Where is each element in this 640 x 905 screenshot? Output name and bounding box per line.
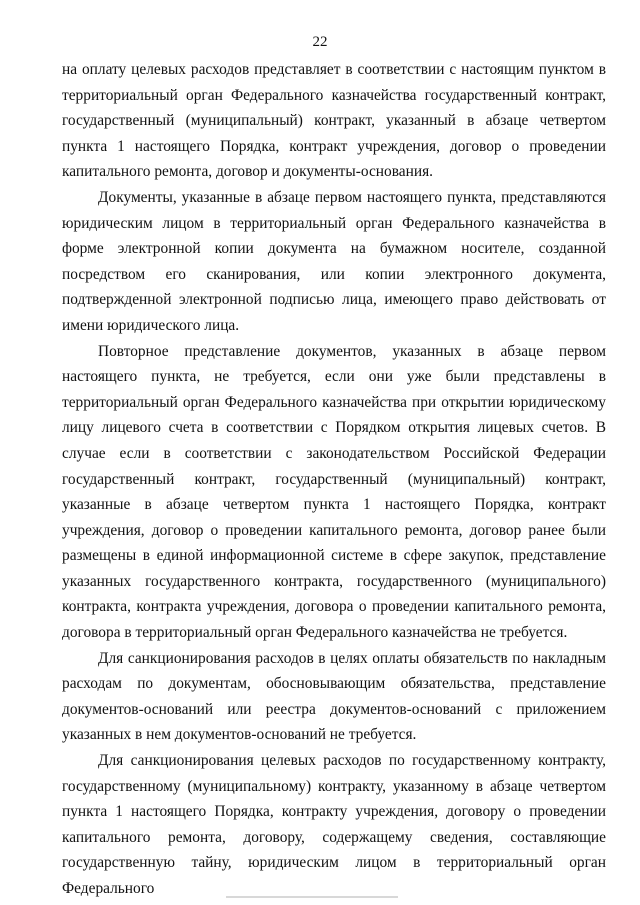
paragraph-repeat-submission: Повторное представление документов, указанных в абзаце первом настоящего пункта, не требуется, если они уже были представлены в территориальный орган Федерального казначейства при открытии юридическому лицу лицевого счета в соответствии с Порядком открытия лицевых счетов. В случае если в соответствии с законодательством Российской Федерации государственный контракт, государственный (муниципальный) контракт, указанные в абзаце четвертом пункта 1 настоящего Порядка, контракт учреждения, договор о проведении капитального ремонта, договор ранее были размещены в единой информационной системе в сфере закупок, представление указанных государственного контракта, государственного (муниципального) контракта, контракта учреждения, договора о проведении капитального ремонта, договора в территориальный орган Федерального казначейства не требуется.: [62, 342, 606, 642]
paragraph-state-secret-contracts: Для санкционирования целевых расходов по государственному контракту, государственному (муниципальному) контракту, указанному в абзаце четвертом пункта 1 настоящего Порядка, контракту учреждения, договору о проведении капитального ремонта, договору, содержащему сведения, составляющие государственную тайну, юридическим лицом в территориальный орган Федерального: [62, 752, 606, 897]
paragraph-overhead-expenses: Для санкционирования расходов в целях оплаты обязательств по накладным расходам по документам, обосновывающим обязательства, представление документов-оснований или реестра документов-оснований с приложением указанных в нем документов-оснований не требуется.: [62, 649, 606, 744]
document-body: [62, 57, 606, 902]
scan-edge-mark: [226, 896, 398, 898]
page-number: 22: [312, 34, 328, 50]
paragraph-continuation: на оплату целевых расходов представляет в соответствии с настоящим пунктом в территориальный орган Федерального казначейства государственный контракт, государственный (муниципальный) контракт, указанный в абзаце четвертом пункта 1 настоящего Порядка, контракт учреждения, договор о проведении капитального ремонта, договор и документы-основания.: [62, 61, 606, 181]
paragraph-documents-form: Документы, указанные в абзаце первом настоящего пункта, представляются юридическим лицом в территориальный орган Федерального казначейства в форме электронной копии документа на бумажном носителе, созданной посредством его сканирования, или копии электронного документа, подтвержденной электронной подписью лица, имеющего право действовать от имени юридического лица.: [62, 188, 606, 334]
